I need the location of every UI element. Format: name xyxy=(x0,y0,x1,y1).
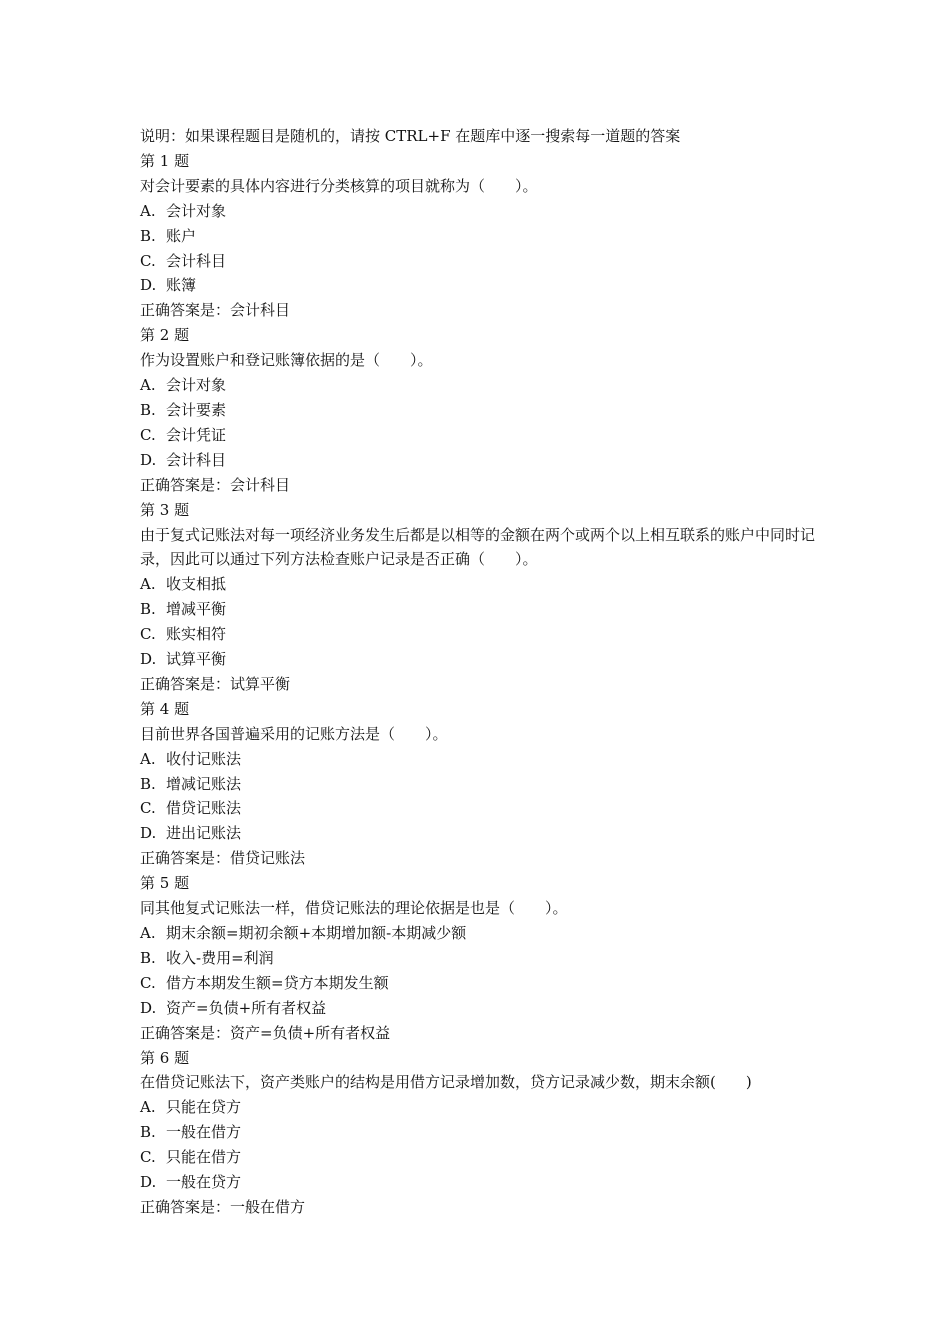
question-stem: 同其他复式记账法一样，借贷记账法的理论依据是也是（ ）。 xyxy=(140,899,568,918)
option-letter: C. xyxy=(140,425,156,444)
option-d xyxy=(140,1170,820,1195)
option-text: 账簿 xyxy=(166,276,197,295)
option-text: 只能在借方 xyxy=(166,1148,242,1167)
option-letter: B. xyxy=(140,774,156,793)
option-text: 会计对象 xyxy=(166,201,227,220)
question-number: 第 5 题 xyxy=(140,874,190,893)
question-stem: 目前世界各国普遍采用的记账方法是（ ）。 xyxy=(140,724,448,743)
option-a xyxy=(140,199,820,224)
correct-answer: 正确答案是：借贷记账法 xyxy=(140,849,306,868)
option-b xyxy=(140,398,820,423)
option-b xyxy=(140,224,820,249)
question-2 xyxy=(140,323,820,497)
option-text: 资产=负债+所有者权益 xyxy=(166,998,327,1017)
option-letter: A. xyxy=(140,201,156,220)
question-number: 第 4 题 xyxy=(140,699,190,718)
correct-answer: 正确答案是：试算平衡 xyxy=(140,674,291,693)
option-c xyxy=(140,622,820,647)
option-text: 一般在借方 xyxy=(166,1123,242,1142)
option-a xyxy=(140,921,820,946)
document-body xyxy=(140,124,820,1220)
option-text: 收付记账法 xyxy=(166,749,242,768)
question-5 xyxy=(140,871,820,1045)
option-letter: A. xyxy=(140,749,156,768)
option-text: 试算平衡 xyxy=(166,650,227,669)
option-letter: D. xyxy=(140,1173,157,1192)
option-a xyxy=(140,373,820,398)
option-letter: B. xyxy=(140,226,156,245)
question-4 xyxy=(140,697,820,871)
option-text: 收入-费用=利润 xyxy=(166,948,274,967)
option-letter: D. xyxy=(140,824,157,843)
option-a xyxy=(140,747,820,772)
question-3 xyxy=(140,498,820,697)
option-b xyxy=(140,946,820,971)
option-letter: B. xyxy=(140,400,156,419)
option-text: 会计凭证 xyxy=(166,425,227,444)
option-letter: D. xyxy=(140,650,157,669)
correct-answer: 正确答案是：会计科目 xyxy=(140,475,291,494)
correct-answer: 正确答案是：一般在借方 xyxy=(140,1197,306,1216)
option-letter: B. xyxy=(140,948,156,967)
option-d xyxy=(140,821,820,846)
option-b xyxy=(140,772,820,797)
question-1 xyxy=(140,149,820,323)
option-d xyxy=(140,996,820,1021)
option-d xyxy=(140,647,820,672)
option-d xyxy=(140,448,820,473)
question-stem: 对会计要素的具体内容进行分类核算的项目就称为（ ）。 xyxy=(140,176,538,195)
option-letter: C. xyxy=(140,799,156,818)
option-c xyxy=(140,796,820,821)
option-b xyxy=(140,597,820,622)
question-number: 第 3 题 xyxy=(140,500,190,519)
correct-answer: 正确答案是：资产=负债+所有者权益 xyxy=(140,1023,391,1042)
option-letter: C. xyxy=(140,251,156,270)
question-number: 第 1 题 xyxy=(140,151,190,170)
option-text: 账户 xyxy=(166,226,197,245)
option-letter: D. xyxy=(140,276,157,295)
option-text: 借贷记账法 xyxy=(166,799,242,818)
option-text: 一般在贷方 xyxy=(166,1173,242,1192)
option-text: 账实相符 xyxy=(166,625,227,644)
option-letter: A. xyxy=(140,924,156,942)
option-c xyxy=(140,249,820,274)
option-b xyxy=(140,1120,820,1145)
option-letter: B. xyxy=(140,1123,156,1142)
option-c xyxy=(140,971,820,996)
option-letter: C. xyxy=(140,625,156,644)
question-stem: 由于复式记账法对每一项经济业务发生后都是以相等的金额在两个或两个以上相互联系的账户中同时记录，因此可以通过下列方法检查账户记录是否正确（ ）。 xyxy=(140,525,816,569)
option-text: 收支相抵 xyxy=(166,575,227,594)
option-letter: B. xyxy=(140,600,156,619)
question-6 xyxy=(140,1046,820,1220)
option-letter: D. xyxy=(140,450,157,469)
option-a xyxy=(140,1095,820,1120)
option-text: 进出记账法 xyxy=(166,824,242,843)
option-text: 只能在贷方 xyxy=(166,1098,242,1117)
option-letter: D. xyxy=(140,998,157,1017)
option-text: 会计对象 xyxy=(166,376,227,395)
question-number: 第 6 题 xyxy=(140,1048,190,1067)
option-letter: A. xyxy=(140,1098,156,1117)
option-text: 增减平衡 xyxy=(166,600,227,619)
question-stem: 作为设置账户和登记账簿依据的是（ ）。 xyxy=(140,351,433,370)
option-letter: A. xyxy=(140,575,156,594)
option-text: 会计要素 xyxy=(166,400,227,419)
option-d xyxy=(140,273,820,298)
option-text: 会计科目 xyxy=(166,251,227,270)
option-letter: A. xyxy=(140,376,156,395)
option-a xyxy=(140,572,820,597)
option-c xyxy=(140,423,820,448)
option-letter: C. xyxy=(140,973,156,992)
question-stem: 在借贷记账法下，资产类账户的结构是用借方记录增加数，贷方记录减少数，期末余额( ) xyxy=(140,1073,752,1092)
option-text: 借方本期发生额=贷方本期发生额 xyxy=(166,973,389,992)
option-letter: C. xyxy=(140,1148,156,1167)
correct-answer: 正确答案是：会计科目 xyxy=(140,301,291,320)
option-c xyxy=(140,1145,820,1170)
option-text: 会计科目 xyxy=(166,450,227,469)
option-text: 增减记账法 xyxy=(166,774,242,793)
option-text: 期末余额=期初余额+本期增加额-本期减少额 xyxy=(166,924,467,942)
question-number: 第 2 题 xyxy=(140,326,190,345)
instruction-note: 说明：如果课程题目是随机的，请按 CTRL+F 在题库中逐一搜索每一道题的答案 xyxy=(140,127,681,145)
question-list xyxy=(140,149,820,1220)
